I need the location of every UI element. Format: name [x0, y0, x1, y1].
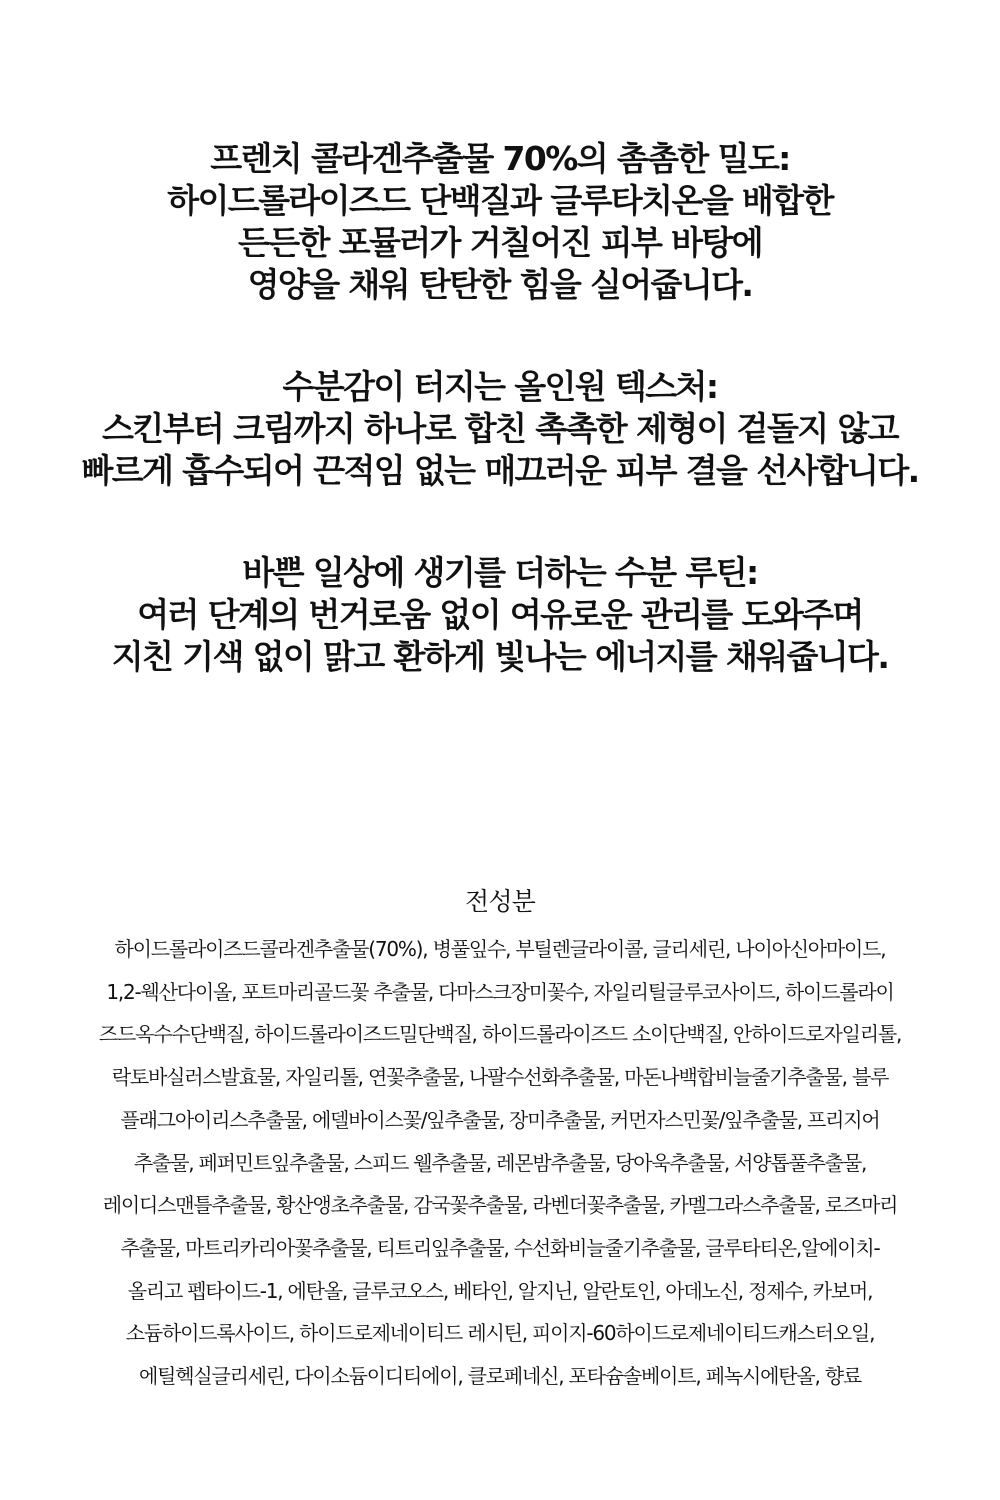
- ingredients-line: 즈드옥수수단백질, 하이드롤라이즈드밀단백질, 하이드롤라이즈드 소이단백질, 안하이드로자일리톨,: [98, 1022, 902, 1047]
- ingredients-line: 1,2-웩산다이올, 포트마리골드꽃 추출물, 다마스크장미꽃수, 자일리틸글루코사이드, 하이드롤라이: [106, 979, 894, 1004]
- description-line: 지친 기색 없이 맑고 환하게 빛나는 에너지를 채워줍니다.: [111, 637, 889, 676]
- description-heading: 바쁜 일상에 생기를 더하는 수분 루틴:: [242, 553, 758, 592]
- description-line: 스킨부터 크림까지 하나로 합친 촉촉한 제형이 겉돌지 않고: [102, 409, 898, 448]
- ingredients-line: 추출물, 페퍼민트잎추출물, 스피드 웰추출물, 레몬밤추출물, 당아욱추출물, 서양톱풀추출물,: [133, 1150, 867, 1175]
- description-block-texture: [0, 366, 1000, 492]
- ingredients-line: 플래그아이리스추출물, 에델바이스꽃/잎추출물, 장미추출물, 커먼자스민꽃/잎추출물, 프리지어: [120, 1107, 880, 1132]
- ingredients-line: 추출물, 마트리카리아꽃추출물, 티트리잎추출물, 수선화비늘줄기추출물, 글루타티온,알에이치-: [120, 1235, 880, 1260]
- ingredients-title: 전성분: [464, 887, 536, 916]
- ingredients-line: 소듐하이드록사이드, 하이드로제네이티드 레시틴, 피이지-60하이드로제네이티드캐스터오일,: [125, 1321, 875, 1346]
- description-line: 여러 단계의 번거로움 없이 여유로운 관리를 도와주며: [137, 595, 863, 634]
- ingredients-line: 락토바실러스발효물, 자일리톨, 연꽃추출물, 나팔수선화추출물, 마돈나백합비늘줄기추출물, 블루: [111, 1065, 889, 1090]
- description-line: 영양을 채워 탄탄한 힘을 실어줍니다.: [247, 265, 753, 304]
- description-line: 하이드롤라이즈드 단백질과 글루타치온을 배합한: [167, 181, 833, 220]
- ingredients-line: 하이드롤라이즈드콜라겐추출물(70%), 병풀잎수, 부틸렌글라이콜, 글리세린, 나이아신아마이드,: [114, 937, 886, 961]
- ingredients-line: 레이디스맨틀추출물, 황산앵초추출물, 감국꽃추출물, 라벤더꽃추출물, 카멜그라스추출물, 로즈마리: [102, 1193, 898, 1218]
- description-line: 든든한 포뮬러가 거칠어진 피부 바탕에: [237, 223, 762, 262]
- description-line: 빠르게 흡수되어 끈적임 없는 매끄러운 피부 결을 선사합니다.: [81, 451, 919, 490]
- product-description: [0, 138, 1000, 738]
- ingredients-line: 에틸헥실글리세린, 다이소듐이디티에이, 클로페네신, 포타슘솔베이트, 페녹시에탄올, 향료: [138, 1364, 861, 1389]
- description-heading: 수분감이 터지는 올인원 텍스처:: [282, 367, 718, 406]
- ingredients-section: [0, 880, 1000, 1398]
- ingredients-line: 올리고 펩타이드-1, 에탄올, 글루코오스, 베타인, 알지닌, 알란토인, 아데노신, 정제수, 카보머,: [127, 1278, 873, 1303]
- description-block-routine: [0, 552, 1000, 678]
- description-heading: 프렌치 콜라겐추출물 70%의 촘촘한 밀도:: [210, 139, 790, 178]
- description-block-collagen: [0, 138, 1000, 306]
